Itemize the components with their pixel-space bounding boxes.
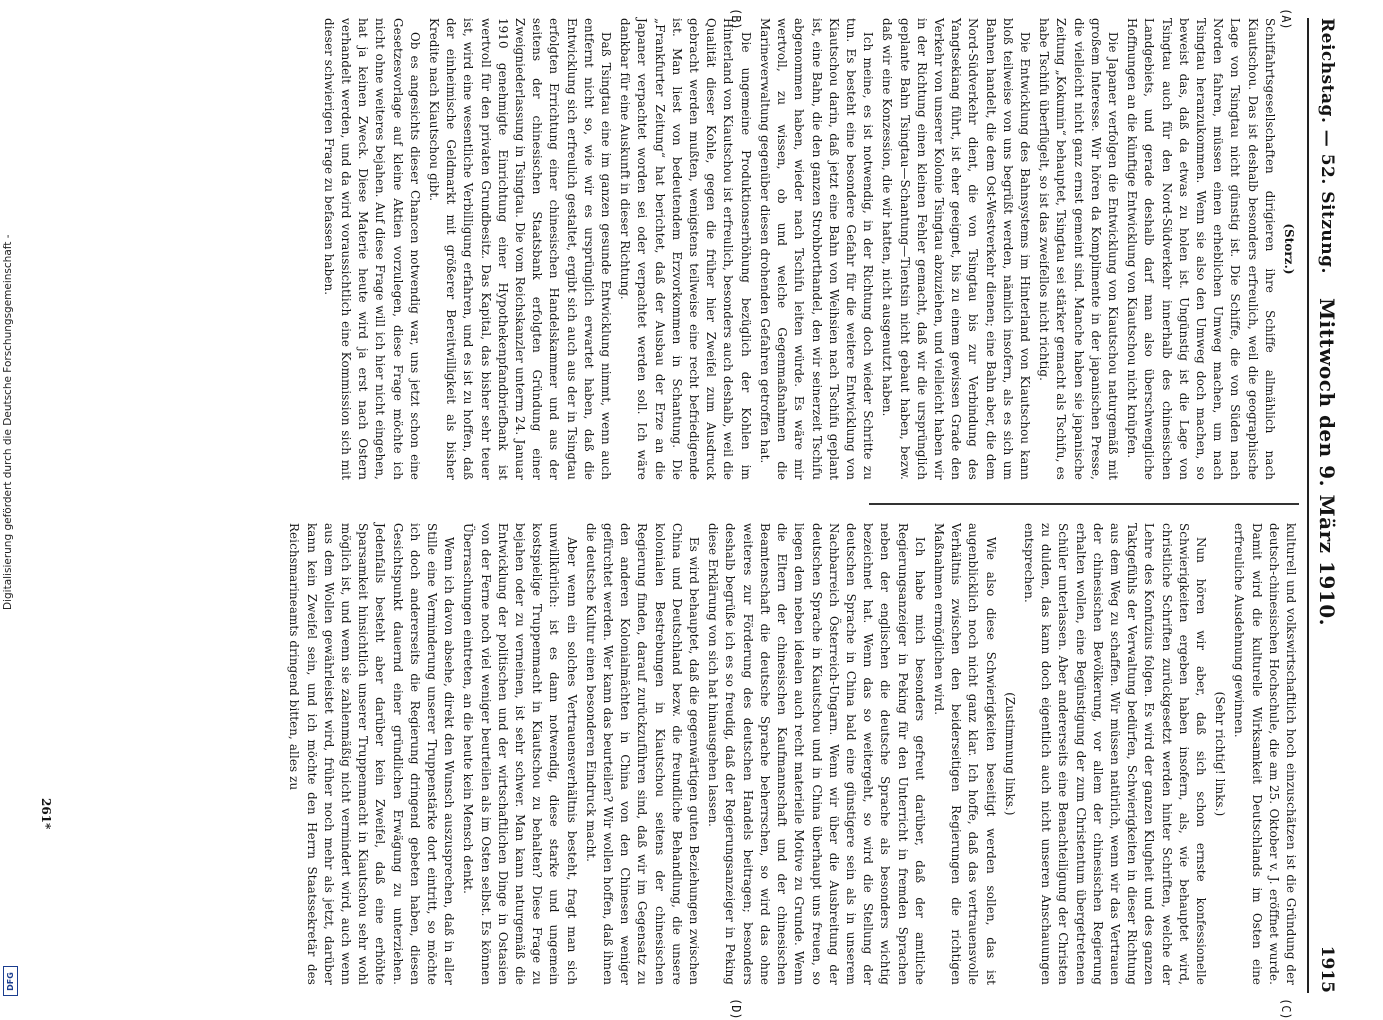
paragraph: Nun hören wir aber, daß sich schon ernste konfessionelle Schwierigkeiten ergeben haben insofern, als, wie behauptet wird, christliche Schriften zurückgesetzt werden hinter Schriften, welche der Lehre des Konfuzius folgen. Es wird der ganzen Klugheit und des ganzen Taktgefühls der Verwaltung bedürfen, Schwierigkeiten in dieser Richtung aus dem Weg zu schaffen. Wir müssen natürlich, wenn wir das Vertrauen der chinesischen Bevölkerung, vor allem der chinesischen Regierung erhalten wollen, eine Begünstigung der zum Christentum übergetretenen Schüler unterlassen. Aber andererseits eine Benachteiligung der Christen zu dulden, das kann doch eigentlich auch nicht unseren Anschauungen entsprechen. — [1021, 523, 1208, 985]
header-page-number: 1915 — [1317, 945, 1337, 993]
margin-marker-c: (C) — [1279, 998, 1293, 1020]
column-divider — [869, 503, 1299, 505]
rotated-scanned-page — [39, 8, 1343, 1020]
margin-marker-d: (D) — [729, 998, 743, 1020]
paragraph: Die Japaner verfolgen die Entwicklung von Kiautschou naturgemäß mit großem Interesse. Wir hören da Komplimente in der japanischen Presse, die vielleicht nicht ganz ernst gemeint sind. Manche haben sie japanische Zeitung „Kokumin“ behauptet, Tsingtau sei stärker gemacht als Tschifu, es habe Tschifu überflügelt, so ist das zweifellos nicht richtig. — [1037, 18, 1120, 480]
right-text-column — [283, 523, 1299, 985]
paragraph: Ob es angesichts dieser Chancen notwendig war, uns jetzt schon eine Gesetzesvorlage auf kleine Aktien vorzulegen, diese Frage möchte ich nicht ohne weiteres bejahen. Auf diese Frage will ich hier nicht eingehen, hat ja keinen Zweck. Diese Materie heute wird ja erst nach Ostern verhandelt werden, und da wird voraussichtlich eine Kommission sich mit dieser schwierigen Frage zu befassen haben. — [321, 18, 422, 480]
interjection: (Zustimmung links.) — [1002, 692, 1017, 816]
dfg-logo-icon — [3, 966, 18, 996]
paragraph: Wie also diese Schwierigkeiten beseitigt werden sollen, das ist augenblicklich noch nicht ganz klar. Ich hoffe, daß das vertrauensvolle Verhältnis zwischen den beiderseitigen Regierungen die richtigen Maßnahmen ermöglichen wird. — [931, 523, 998, 985]
paragraph: Ich meine, es ist notwendig, in der Richtung doch wieder Schritte zu tun. Es besteht eine besondere Gefahr für die weitere Entwicklung von Kiautschou darin, daß jetzt eine Bahn von Weihsien nach Tschifu geplant ist, eine Bahn, die den ganzen Strohborthandel, den wir seinerzeit Tschifu abgenommen haben, wieder nach Tschifu leiten würde. Es wäre mir wertvoll, zu wissen, ob und welche Gegenmaßnahmen die Marineverwaltung gegenüber diesen drohenden Gefahren getroffen hat. — [757, 18, 876, 480]
left-text-column — [318, 18, 1299, 480]
page-header — [1303, 18, 1343, 993]
margin-marker-a: (A) — [1279, 8, 1293, 30]
paragraph: Schiffahrtsgesellschaften dirigieren ihre Schiffe allmählich nach Kiautschou. Das ist deshalb besonders erfreulich, weil die geographische Lage von Tsingtau nicht günstig ist. Die Schiffe, die von Süden nach Norden fahren, müssen einen erheblichen Umweg machen, um nach Tsingtau heranzukommen. Wenn sie also den Umweg doch machen, so beweist das, daß da etwas zu holen ist. Ungünstig ist die Lage von Tsingtau auch für den Nord-Südverkehr innerhalb des chinesischen Landgebiets, und gerade deshalb darf man also überschwengliche Hoffnungen an die künftige Entwicklung von Kiautschou nicht knüpfen. — [1125, 18, 1277, 480]
footer-page-number: 261* — [39, 798, 53, 830]
paragraph: Die Entwicklung des Bahnsystems im Hinterland von Kiautschou kann bloß teilweise von uns begrüßt werden, nämlich insofern, als es sich um Bahnen handelt, die dem Ost-Westverkehr dienen; eine Bahn aber, die dem Nord-Südverkehr dient, die von Tsingtau bis zur Verbindung des Yangtsekiang führt, ist eher geeignet, bis zu einem gewissen Grade den Verkehr von unserer Kolonie Tsingtau abzuziehen, und vielleicht haben wir in der Richtung einen kleinen Fehler gemacht, daß wir die ursprünglich geplante Bahn Tsingtau—Schantung—Tientsin nicht gebaut haben, bezw. daß wir eine Konzession, die wir hatten, nicht ausgenutzt haben. — [880, 18, 1032, 480]
header-rule — [1307, 18, 1309, 993]
speaker-name: (Storz.) — [1282, 223, 1296, 275]
paragraph: Aber wenn ein solches Vertrauensverhältnis besteht, fragt man sich unwillkürlich: ist es dann notwendig, diese starke und ungemein kostspielige Truppenmacht in Kiautschou zu behalten? Diese Frage zu bejahen oder zu verneinen, ist sehr schwer. Man kann naturgemäß die Entwicklung der politischen und der wirtschaftlichen Dinge in Ostasien von der Ferne noch viel weniger beurteilen als im Osten selbst. Es können Überraschungen eintreten, an die heute kein Mensch denkt. — [461, 523, 579, 985]
digitization-credit: Digitalisierung gefördert durch die Deutsche Forschungsgemeinschaft - — [2, 234, 14, 610]
margin-marker-b: (B) — [729, 8, 743, 30]
paragraph: Ich habe mich besonders gefreut darüber, daß der amtliche Regierungsanzeiger in Peking für den Unterricht in fremden Sprachen neben der englischen die deutsche Sprache als besonders wichtig bezeichnet hat. Wenn das so weitergeht, so wird die Stellung der deutschen Sprache in China bald eine günstigere sein als in unserem Nachbarreich Österreich-Ungarn. Wenn wir über die Ausbreitung der deutschen Sprache in Kiautschou und in China überhaupt uns freuen, so liegen dem neben idealen auch recht materielle Motive zu Grunde. Wenn die Eltern der chinesischen Kaufmannschaft und der chinesischen Beamtenschaft die deutsche Sprache beherrschen, so wird das ohne weiteres zur Förderung des deutschen Handels beitragen; besonders deshalb begrüße ich es so freudig, daß der Regierungsanzeiger in Peking diese Erklärung von sich hat hinausgehen lassen. — [706, 523, 927, 985]
paragraph: kulturell und volkswirtschaftlich hoch einzuschätzen ist die Gründung der deutsch-chinesischen Hochschule, die am 25. Oktober v. J. eröffnet wurde. Damit wird die kulturelle Wirksamkeit Deutschlands im Osten eine erfreuliche Ausdehnung gewinnen. — [1232, 523, 1298, 985]
interjection: (Sehr richtig! links.) — [1213, 691, 1228, 817]
paragraph: Die ungemeine Produktionserhöhung bezüglich der Kohlen im Hinterland von Kiautschou ist erfreulich, besonders auch deshalb, weil die Qualität dieser Kohle, gegen die früher hier Zweifel zum Ausdruck gebracht werden mußten, wenigstens teilweise eine recht befriedigende ist. Man liest von bedeutendem Erzvorkommen in Schantung. Die „Frankfurter Zeitung“ hat berichtet, daß der Ausbau der Erze an die Japaner verpachtet worden sei oder verpachtet werden soll. Ich wäre dankbar für eine Auskunft in dieser Richtung. — [618, 18, 753, 480]
paragraph: Daß Tsingtau eine im ganzen gesunde Entwicklung nimmt, wenn auch entfernt nicht so, wie wir es ursprünglich erwartet haben, daß die Entwicklung sich erfreulich gestaltet, ergibt sich auch aus der in Tsingtau erfolgten Errichtung einer chinesischen Handelskammer und aus der seitens der chinesischen Staatsbank erfolgten Gründung einer Zweigniederlassung in Tsingtau. Die vom Reichskanzler unterm 24. Januar 1910 genehmigte Einrichtung einer Hypothekenpfandbriefbank ist wertvoll für den privaten Grundbesitz. Das Kapital, das bisher sehr teuer ist, wird eine wesentliche Verbilligung erfahren, und es ist zu hoffen, daß der einheimische Geldmarkt mit größerer Bereitwilligkeit als bisher Kredite nach Kiautschou gibt. — [427, 18, 614, 480]
paragraph: Es wird behauptet, daß die gegenwärtigen guten Beziehungen zwischen China und Deutschland bezw. die freundliche Behandlung, die unsere kolonialen Bestrebungen in Kiautschou seitens der chinesischen Regierung finden, darauf zurückzuführen sind, daß wir im Gegensatz zu den anderen Kolonialmächten in China von den Chinesen weniger gefürchtet werden. Wer kann das beurteilen? Wir wollen hoffen, daß ihnen die deutsche Kultur einen besonderen Eindruck macht. — [583, 523, 702, 985]
header-date: Mittwoch den 9. März 1910. — [1315, 298, 1339, 627]
header-session: Reichstag. — 52. Sitzung. — [1317, 18, 1337, 274]
dfg-logo-text: DFG — [6, 971, 16, 991]
paragraph: Wenn ich davon absehe, direkt den Wunsch auszusprechen, daß in aller Stille eine Verminderung unserer Truppenstärke dort eintritt, so möchte ich doch andererseits die Regierung dringend gebeten haben, diesen Gesichtspunkt dauernd einer gründlichen Erwägung zu unterziehen. Jedenfalls besteht aber darüber kein Zweifel, daß eine erhöhte Sparsamkeit hinsichtlich unserer Truppenmacht in Kiautschou sehr wohl möglich ist, und wenn sie zahlenmäßig nicht vermindert wird, auch wenn aus dem Wollen gewährleistet wird, früher noch mehr als jetzt, darüber kann kein Zweifel sein, und ich möchte den Herrn Staatssekretär des Reichsmarineamts dringend bitten, alles zu — [287, 523, 457, 985]
